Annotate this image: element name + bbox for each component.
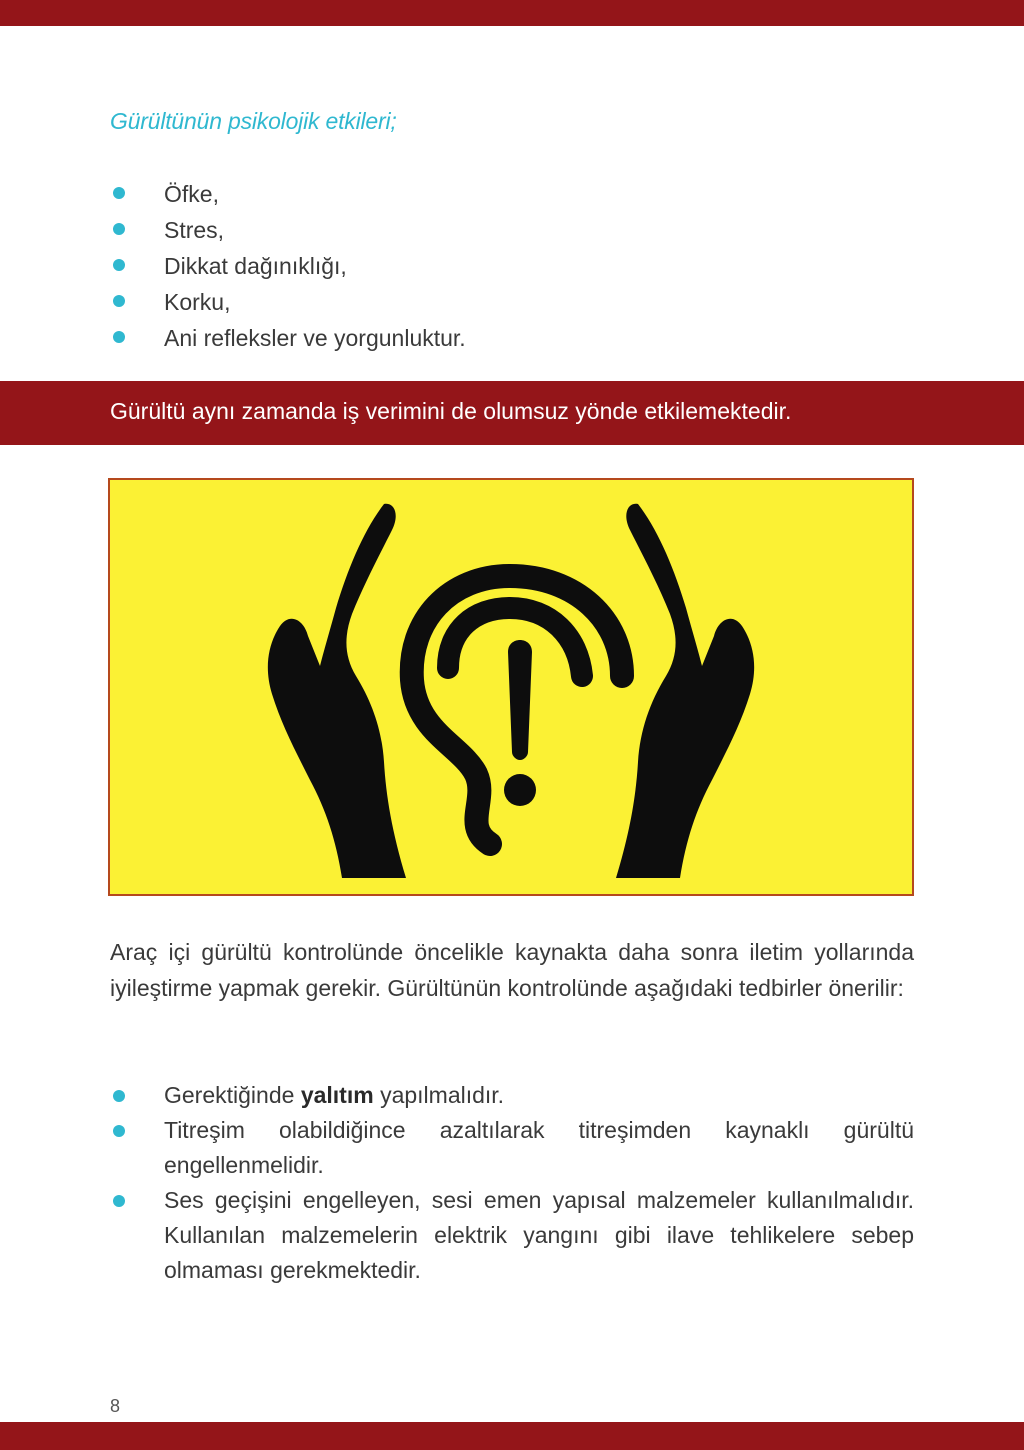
bullet-dot-icon xyxy=(113,295,125,307)
list-item xyxy=(110,212,810,248)
hearing-protection-illustration xyxy=(110,480,912,894)
list-item-text: Ani refleksler ve yorgunluktur. xyxy=(164,325,466,351)
top-accent-bar xyxy=(0,0,1024,26)
measure-text-suffix: yapılmalıdır. xyxy=(373,1082,505,1108)
measures-list xyxy=(110,1078,914,1288)
measure-text: Titreşim olabildiğince azaltılarak titreşimden kaynaklı gürültü engellenmelidir. xyxy=(164,1117,914,1178)
list-item xyxy=(110,1183,914,1288)
bullet-dot-icon xyxy=(113,187,125,199)
highlight-banner xyxy=(0,381,1024,445)
bullet-dot-icon xyxy=(113,223,125,235)
body-paragraph: Araç içi gürültü kontrolünde öncelikle kaynakta daha sonra iletim yollarında iyileştirme yapmak gerekir. Gürültünün kontrolünde aşağıdaki tedbirler önerilir: xyxy=(110,939,914,1001)
effects-list xyxy=(110,176,810,356)
bullet-dot-icon xyxy=(113,259,125,271)
bullet-dot-icon xyxy=(113,1090,125,1102)
left-hand-icon xyxy=(268,504,406,878)
hearing-protection-sign xyxy=(108,478,914,896)
bullet-dot-icon xyxy=(113,1125,125,1137)
exclamation-icon xyxy=(504,640,536,806)
measure-text: Ses geçişini engelleyen, sesi emen yapısal malzemeler kullanılmalıdır. Kullanılan malzemelerin elektrik yangını gibi ilave tehlikelere sebep olmaması gerekmektedir. xyxy=(164,1187,914,1283)
page-number: 8 xyxy=(110,1396,121,1416)
banner-text: Gürültü aynı zamanda iş verimini de olumsuz yönde etkilemektedir. xyxy=(110,398,792,424)
list-item xyxy=(110,1113,914,1183)
list-item-text: Öfke, xyxy=(164,181,219,207)
bullet-dot-icon xyxy=(113,331,125,343)
list-item-text: Stres, xyxy=(164,217,225,243)
list-item xyxy=(110,320,810,356)
right-hand-icon xyxy=(616,504,754,878)
bottom-accent-bar xyxy=(0,1422,1024,1450)
section-title: Gürültünün psikolojik etkileri; xyxy=(110,108,397,134)
list-item xyxy=(110,248,810,284)
list-item xyxy=(110,284,810,320)
list-item xyxy=(110,1078,914,1113)
measure-emphasis: yalıtım xyxy=(300,1082,374,1108)
list-item-text: Korku, xyxy=(164,289,231,315)
bullet-dot-icon xyxy=(113,1195,125,1207)
measure-text-prefix: Gerektiğinde xyxy=(164,1082,301,1108)
list-item-text: Dikkat dağınıklığı, xyxy=(164,253,347,279)
list-item xyxy=(110,176,810,212)
